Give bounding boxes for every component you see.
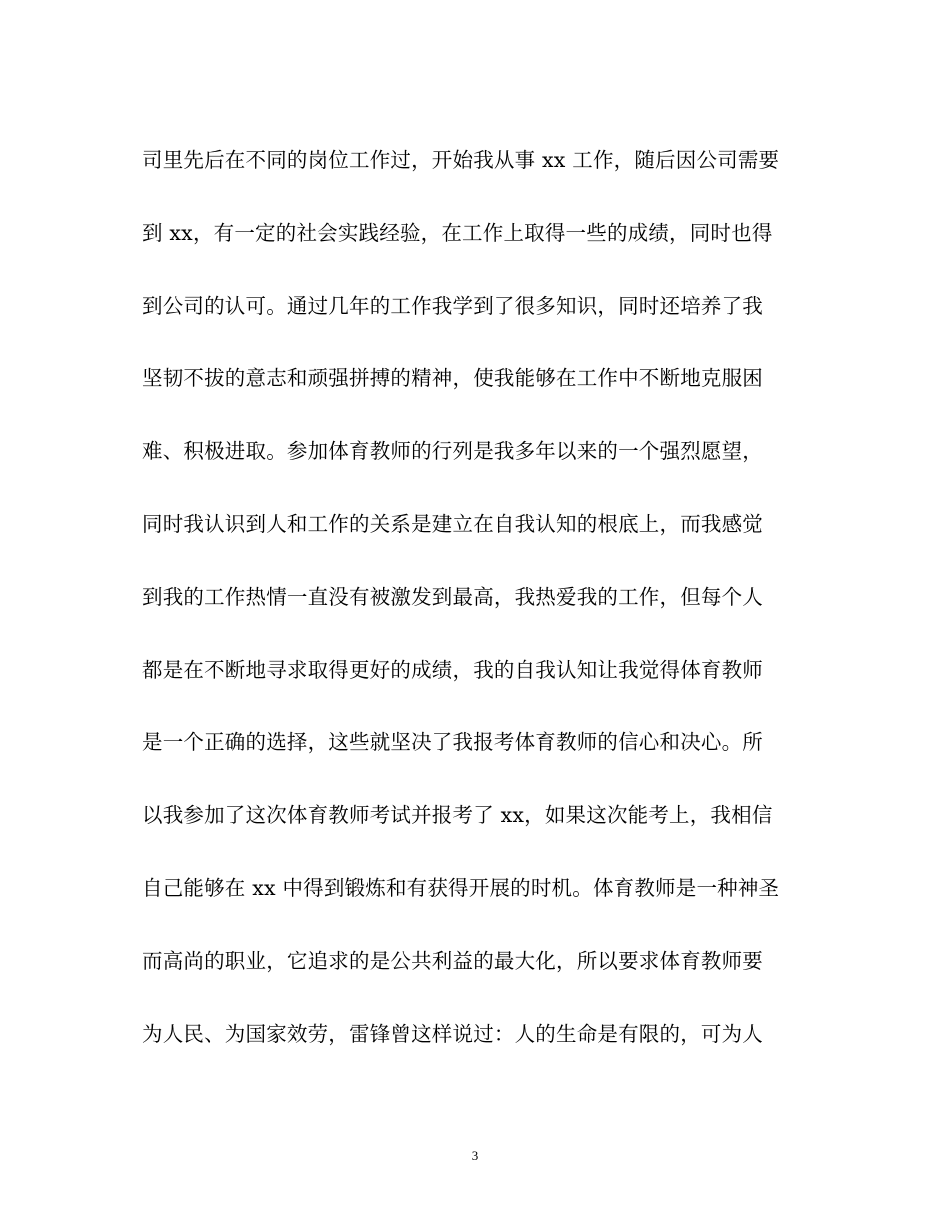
text-line: 坚韧不拔的意志和顽强拼搏的精神，使我能够在工作中不断地克服困 xyxy=(142,366,763,391)
text-line: 以我参加了这次体育教师考试并报考了 xx，如果这次能考上，我相信 xyxy=(142,803,773,828)
text-line: 而高尚的职业，它追求的是公共利益的最大化，所以要求体育教师要 xyxy=(142,948,763,973)
text-line: 到我的工作热情一直没有被激发到最高，我热爱我的工作，但每个人 xyxy=(142,584,763,609)
text-line: 为人民、为国家效劳，雷锋曾这样说过：人的生命是有限的，可为人 xyxy=(142,1021,763,1046)
body-text xyxy=(142,140,812,1086)
text-line: 是一个正确的选择，这些就坚决了我报考体育教师的信心和决心。所 xyxy=(142,730,763,755)
text-line: 都是在不断地寻求取得更好的成绩，我的自我认知让我觉得体育教师 xyxy=(142,657,763,682)
text-line: 自己能够在 xx 中得到锻炼和有获得开展的时机。体育教师是一种神圣 xyxy=(142,875,780,900)
text-line: 难、积极进取。参加体育教师的行列是我多年以来的一个强烈愿望， xyxy=(142,439,763,464)
text-line: 到公司的认可。通过几年的工作我学到了很多知识，同时还培养了我 xyxy=(142,293,763,318)
text-line: 司里先后在不同的岗位工作过，开始我从事 xx 工作，随后因公司需要 xyxy=(142,148,780,172)
page-number: 3 xyxy=(471,1148,479,1163)
text-line: 同时我认识到人和工作的关系是建立在自我认知的根底上，而我感觉 xyxy=(142,511,763,536)
text-line: 到 xx，有一定的社会实践经验，在工作上取得一些的成绩，同时也得 xyxy=(142,220,773,245)
